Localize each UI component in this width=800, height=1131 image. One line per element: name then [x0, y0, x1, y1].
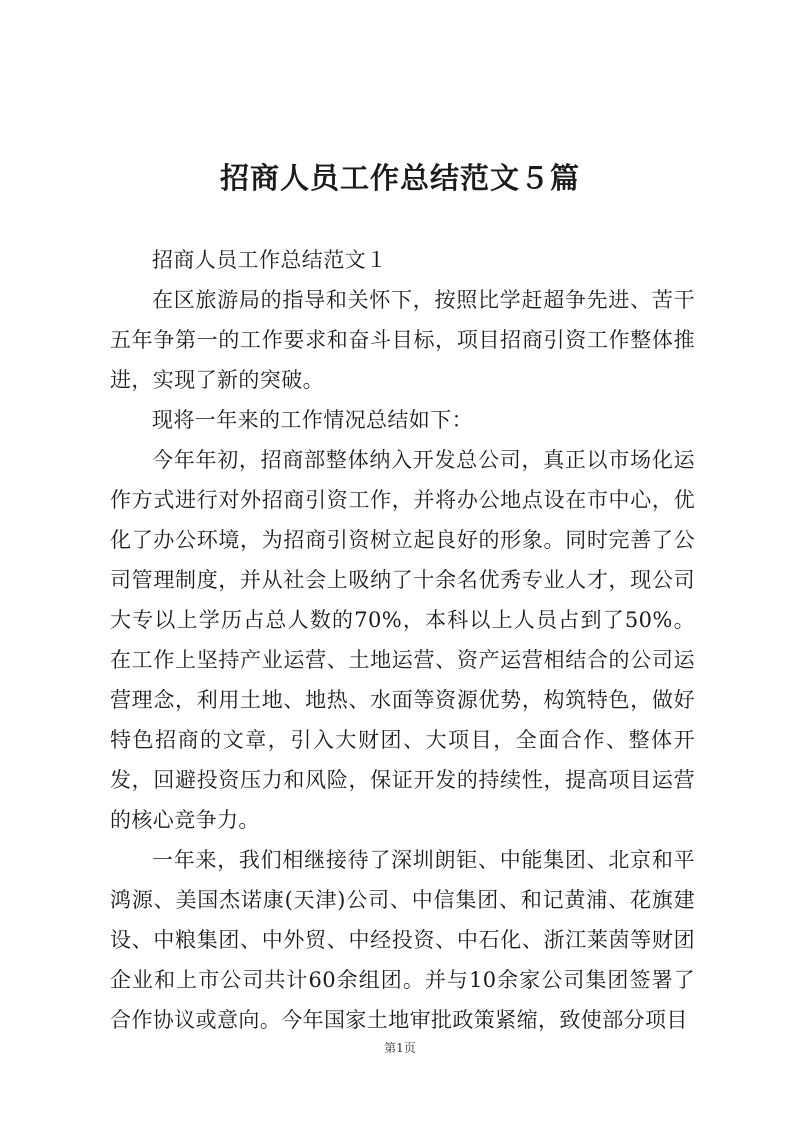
paragraph: 在区旅游局的指导和关怀下，按照比学赶超争先进、苦干五年争第一的工作要求和奋斗目标，项目招商引资工作整体推进，实现了新的突破。	[110, 288, 695, 392]
page-number: 第1页	[384, 1041, 416, 1055]
document-title: 招商人员工作总结范文５篇	[219, 161, 580, 195]
document-body	[110, 240, 695, 1040]
paragraph: 现将一年来的工作情况总结如下：	[152, 408, 473, 432]
paragraph: 一年来，我们相继接待了深圳朗钜、中能集团、北京和平鸿源、美国杰诺康(天津)公司、中信集团、和记黄浦、花旗建设、中粮集团、中外贸、中经投资、中石化、浙江莱茵等财团企业和上市公司共计60余组团。并与10余家公司集团签署了合作协议或意向。今年国家土地审批政策紧缩，致使部分项目	[110, 848, 695, 1032]
section-heading: 招商人员工作总结范文１	[152, 248, 388, 272]
paragraph: 今年年初，招商部整体纳入开发总公司，真正以市场化运作方式进行对外招商引资工作，并将办公地点设在市中心，优化了办公环境，为招商引资树立起良好的形象。同时完善了公司管理制度，并从社会上吸纳了十余名优秀专业人才，现公司大专以上学历占总人数的70%，本科以上人员占到了50%。在工作上坚持产业运营、土地运营、资产运营相结合的公司运营理念，利用土地、地热、水面等资源优势，构筑特色，做好特色招商的文章，引入大财团、大项目，全面合作、整体开发，回避投资压力和风险，保证开发的持续性，提高项目运营的核心竞争力。	[110, 448, 695, 832]
